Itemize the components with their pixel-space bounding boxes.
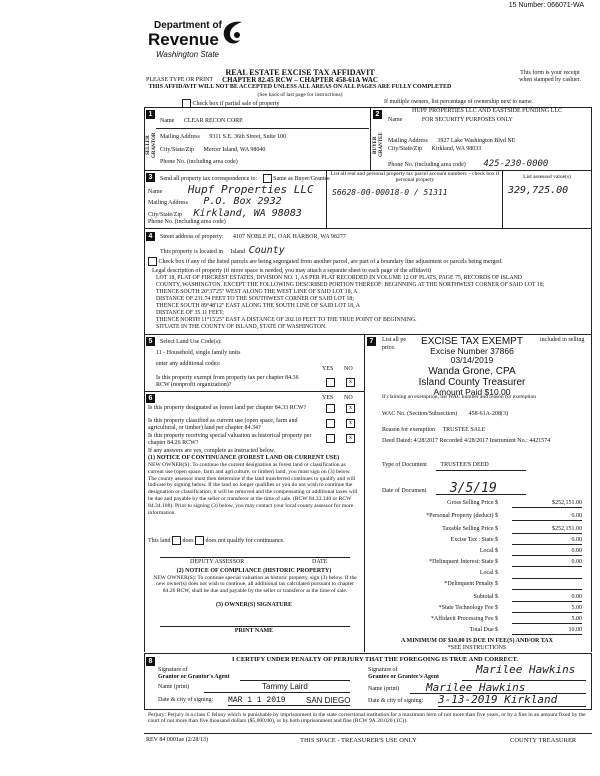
section-5-number: 5	[146, 337, 155, 346]
tax-row-value[interactable]: $252,151.00	[512, 500, 582, 508]
same-as-buyer-checkbox[interactable]	[263, 174, 272, 183]
tax-row-value[interactable]: 0.00	[512, 548, 582, 556]
agency-line3: Washington State	[156, 50, 220, 59]
stamp-line: Wanda Grone, CPA	[428, 365, 516, 377]
partial-sale-label: Check box if partial sale of property	[192, 100, 280, 107]
type-doc-label: Type of Document	[382, 462, 427, 468]
deputy-assessor-label: DEPUTY ASSESSOR	[190, 559, 245, 565]
tax-row	[366, 627, 588, 637]
type-doc-value[interactable]: TRUSTEE'S DEED	[440, 462, 489, 468]
not-accepted-notice: THIS AFFIDAVIT WILL NOT BE ACCEPTED UNLESS ALL AREAS ON ALL PAGES ARE FULLY COMPLETED	[148, 84, 452, 90]
tax-row	[366, 616, 588, 626]
grantor-sig-label: Signature of	[158, 667, 188, 673]
tax-row	[366, 500, 588, 510]
tax-row-value[interactable]: 0.00	[512, 537, 582, 545]
grantee-signature-block	[368, 667, 468, 681]
stamp-line: EXCISE TAX EXEMPT	[421, 336, 523, 347]
deed-line: Deed Dated: 4/28/2017 Recorded 4/28/2017 Instrument No.: 4421574	[382, 438, 551, 444]
no-header-5: NO	[344, 366, 353, 372]
segregated-label: Check box if any of the listed parcels are being segregated from another parcel, are part of a boundary line adjustment or parcels being merged.	[158, 258, 503, 265]
wac-number[interactable]: 458-61A-208(3)	[468, 411, 508, 417]
buyer-phone-row	[388, 159, 548, 169]
buyer-phone[interactable]: 425-230-0000	[483, 159, 549, 169]
notice2-text: NEW OWNER(S): To continue special valuation as historic property, sign (3) below. If the new owner(s) does not wish to continue, all additional tax calculated pursuant to chapter 84.26 RCW, shall be due and payable by the seller or transferor at the time of sale.	[153, 575, 357, 594]
tax-name[interactable]: Hupf Properties LLC	[187, 183, 314, 196]
price-label: price.	[382, 345, 396, 351]
form-chapter: CHAPTER 82.45 RCW – CHAPTER 458-61A WAC	[222, 76, 378, 84]
tax-row-value[interactable]: 0.00	[512, 559, 582, 567]
notice1-text: NEW OWNER(S): To continue the current designation as forest land or classification as current use (open space, farm and agriculture, or timber) land, you must sign on (3) below. The county assessor must then determine if the land transferred continues to qualify and will indicate by signing below. If the land no longer qualifies or you do not wish to continue the designation or classification, it will be removed and the compensating or additional taxes will be due and payable by the seller or transferor at the time of sale. (RCW 84.33.140 or RCW 84.34.108). Prior to signing (3) below, you may contact your local county assessor for more information.	[148, 462, 358, 516]
buyer-name-label: Name	[388, 116, 403, 123]
agency-line2: Revenue	[148, 30, 219, 49]
certify-statement: I CERTIFY UNDER PENALTY OF PERJURY THAT THE FOREGOING IS TRUE AND CORRECT.	[231, 656, 518, 663]
tax-row-label: *Delinquent Interest: State $	[429, 559, 498, 565]
exempt-stamp	[398, 336, 546, 397]
seller-name[interactable]: CLEAR RECON CORP.	[183, 118, 244, 124]
yes-header-5: YES	[322, 366, 334, 372]
grantee-name-row	[368, 686, 399, 693]
located-row	[160, 245, 285, 257]
see-back: (See back of last page for instructions)	[257, 92, 343, 98]
legal-line: DISTANCE OF 231.74 FEET TO THE SOUTHWEST CORNER OF SAID LOT 18;	[156, 295, 354, 302]
legal-line: DISTANCE OF 35.11 FEET;	[156, 309, 224, 316]
tax-row-label: Local $	[479, 570, 498, 576]
tax-row-label: Gross Selling Price $	[447, 500, 498, 506]
grantor-agent-label: Grantor or Grantor's Agent	[158, 673, 230, 680]
tax-row	[366, 526, 588, 536]
located-label: This property is located in	[160, 249, 223, 255]
legal-line: THENCE SOUTH 20°37'25" WEST ALONG THE WEST LINE OF SAID LOT 18, A	[156, 288, 358, 295]
tax-row-value[interactable]: $252,151.00	[512, 526, 582, 534]
this-land-label: This land	[148, 537, 171, 544]
section-1-number: 1	[146, 110, 155, 119]
tax-row-value[interactable]: 5.00	[512, 605, 582, 613]
footer-rev: REV 84 0001ae (2/28/13)	[146, 737, 209, 743]
continuance-row	[148, 536, 285, 545]
tax-row-value[interactable]: 10.00	[512, 627, 582, 635]
exempt-no-checkbox[interactable]: x	[346, 378, 355, 387]
tax-name-row	[148, 184, 314, 197]
section-7-number: 7	[367, 337, 376, 346]
minimum-due: A MINIMUM OF $10.00 IS DUE IN FEE(S) AND/OR TAX	[401, 638, 553, 644]
tax-city[interactable]: Kirkland, WA 98083	[193, 208, 302, 219]
type-doc-row	[382, 462, 489, 469]
tax-row	[366, 513, 588, 523]
historic-yes-checkbox[interactable]	[326, 434, 335, 443]
tax-city-row	[148, 208, 302, 220]
legal-line: SITUATE IN THE COUNTY OF ISLAND, STATE OF WASHINGTON.	[156, 323, 327, 330]
tax-phone-row	[148, 219, 226, 226]
legal-label: Legal description of property (if more space is needed, you may attach a separate sheet to each page of the affidavit)	[152, 268, 432, 274]
receipt-note: This form is your receipt when stamped by cashier.	[519, 70, 581, 83]
located-county-handwritten[interactable]: County	[248, 245, 285, 256]
perjury-notice: Perjury: Perjury is a class C felony which is punishable by imprisonment in the state correctional institution for a maximum term of not more than five years, or by a fine in an amount fixed by the court of not more than five thousand dollars ($5,000.00), or by both imprisonment and fine (RCW 9A.20.020 (1C)).	[148, 712, 586, 725]
tax-row-value[interactable]: 0.00	[512, 594, 582, 602]
footer-treasurer-space: THIS SPACE - TREASURER'S USE ONLY	[300, 737, 417, 744]
agency-line1: Department of	[154, 20, 222, 31]
grantor-name-label: Name (print)	[158, 684, 190, 690]
tax-row	[366, 570, 588, 580]
buyer-phone-label: Phone No. (including area code)	[388, 162, 466, 168]
land-use-code[interactable]: 11 - Household, single family units	[156, 350, 241, 356]
section-2-number: 2	[373, 110, 382, 119]
grantor-name-row	[158, 684, 189, 691]
notice2-title: (2) NOTICE OF COMPLIANCE (HISTORIC PROPERTY)	[176, 568, 332, 574]
list-all-label: List all pe	[382, 337, 406, 343]
segregated-checkbox[interactable]	[148, 257, 157, 266]
grantee-name-label: Name (print)	[368, 686, 400, 692]
exempt-question: Is this property exempt from property tax per chapter 84.36 RCW (nonprofit organization)?	[156, 375, 299, 388]
see-instructions: *SEE INSTRUCTIONS	[447, 645, 507, 651]
land-use-label: Select Land Use Code(s):	[160, 339, 222, 345]
tax-row-label: Local $	[479, 548, 498, 554]
please-type: PLEASE TYPE OR PRINT	[146, 77, 214, 83]
forest-question: Is this property designated as forest land per chapter 84.33 RCW?	[148, 405, 307, 411]
grantee-sig-label: Signature of	[368, 667, 398, 673]
tax-city-label: City/State/Zip	[148, 212, 182, 218]
parcel-number[interactable]: S6628-00-00018-0 / 51311	[332, 188, 448, 197]
same-as-buyer-label: Same as Buyer/Grantee	[273, 175, 330, 182]
multiple-owners: If multiple owners, list percentage of ownership next to name.	[384, 99, 534, 105]
tax-name-label: Name	[148, 189, 163, 195]
tax-row	[366, 548, 588, 558]
tax-row-label: *Affidavit Processing Fee $	[430, 616, 498, 622]
stamp-line: Amount Paid $10.00	[433, 386, 511, 397]
buyer-city-label: City/State/Zip	[388, 146, 422, 152]
current-use-question: Is this property classified as current use (open space, farm and agricultural, or timber) land per chapter 84.34?	[148, 418, 298, 431]
footer-county-treasurer: COUNTY TREASURER	[510, 737, 577, 744]
tax-row-label: Taxable Selling Price $	[442, 526, 498, 532]
seller-side-label: SELLER GRANTOR	[146, 132, 157, 158]
forest-yes-checkbox[interactable]	[326, 404, 335, 413]
tax-address[interactable]: P.O. Box 2932	[203, 196, 282, 207]
tax-row	[366, 537, 588, 547]
grantee-date-label: Date & city of signing:	[368, 698, 424, 704]
grantor-date-label: Date & city of signing:	[158, 697, 214, 703]
tax-row-value[interactable]	[512, 570, 582, 579]
reason-value[interactable]: TRUSTEE SALE	[442, 427, 486, 433]
parcel-header: List all real and personal property tax parcel account numbers – check box if personal property	[330, 171, 500, 184]
located-county[interactable]: Island	[230, 249, 246, 255]
assessed-header: List assessed value(s)	[523, 174, 571, 180]
seller-name-row	[160, 118, 243, 125]
exempt-yes-checkbox[interactable]	[326, 378, 335, 387]
seller-city-row	[160, 147, 265, 154]
forest-no-checkbox[interactable]: x	[346, 404, 355, 413]
tax-row-label: *Personal Property (deduct) $	[426, 513, 498, 519]
historic-question: Is this property receiving special valuation as historical property per chapter 84.26 RCW?	[148, 433, 312, 446]
street-label: Street address of property:	[160, 234, 224, 240]
tax-row	[366, 605, 588, 615]
stamp-line: 03/14/2019	[450, 355, 494, 366]
does-checkbox[interactable]	[172, 536, 181, 545]
seller-address[interactable]: 9311 S.E. 36th Street, Suite 100	[209, 134, 287, 140]
grantor-signature-block	[158, 667, 358, 681]
form-number: 15 Number: 066071-WA	[508, 2, 584, 9]
grantor-city-value[interactable]: SAN DIEGO	[306, 696, 351, 705]
buyer-address[interactable]: 3927 Lake Washington Blvd NE	[437, 138, 516, 144]
correspondence-label: Send all property tax correspondence to:	[160, 175, 258, 182]
stamp-line: Island County Treasurer	[418, 376, 526, 388]
buyer-name-line2[interactable]: FOR SECURITY PURPOSES ONLY	[421, 116, 513, 123]
print-name-label: PRINT NAME	[234, 628, 274, 634]
tax-row	[366, 581, 588, 591]
grantor-date-value[interactable]: MAR 1 1 2019	[228, 696, 286, 705]
historic-no-checkbox[interactable]: x	[346, 434, 355, 443]
tax-row-label: Total Due $	[469, 627, 498, 633]
does-not-label: does not qualify for continuance.	[205, 537, 285, 544]
legal-description	[156, 275, 588, 331]
tax-row-value[interactable]: 5.00	[512, 616, 582, 624]
wac-label: WAC No. (Section/Subsection)	[382, 411, 458, 417]
buyer-address-label: Mailing Address	[388, 138, 428, 144]
segregated-row	[148, 257, 588, 266]
section-4-number: 4	[146, 232, 155, 241]
tax-address-row	[148, 196, 282, 208]
grantor-name-value[interactable]: Tammy Laird	[262, 682, 308, 691]
tax-row-label: Subtotal $	[473, 594, 498, 600]
date-doc-label: Date of Document	[382, 488, 427, 494]
grantee-name-value[interactable]: Marilee Hawkins	[426, 681, 526, 694]
section-3-number: 3	[146, 173, 155, 182]
seller-phone-row	[160, 159, 238, 166]
form-title: REAL ESTATE EXCISE TAX AFFIDAVIT	[225, 68, 375, 77]
tax-row-value[interactable]: 0.00	[512, 513, 582, 521]
legal-line: THENCE NORTH 11°15'25" EAST A DISTANCE OF 202.18 FEET TO THE TRUE POINT OF BEGINNING.	[156, 316, 417, 323]
tax-row	[366, 594, 588, 604]
seller-address-row	[160, 134, 286, 141]
tax-row	[366, 559, 588, 569]
legal-line: COUNTY, WASHINGTON. EXCEPT THE FOLLOWING DESCRIBED PORTION THEREOF: BEGINNING AT THE NORTHWEST CORNER OF SAID LOT 18;	[156, 281, 545, 288]
tax-row-label: *State Technology Fee $	[438, 605, 498, 611]
stamp-line: Excise Number 37866	[430, 346, 514, 356]
grantee-agent-label: Grantee or Grantee's Agent	[368, 673, 440, 680]
buyer-city[interactable]: Kirkland, WA 98033	[431, 146, 482, 152]
if-any-yes: If any answers are yes, complete as instructed below.	[148, 448, 276, 454]
section-6-number: 6	[146, 394, 155, 403]
grantee-date-row	[368, 698, 423, 705]
date-doc-value[interactable]: 3/5/19	[449, 481, 497, 496]
buyer-address-row	[388, 138, 515, 145]
buyer-name-row	[388, 108, 588, 124]
does-not-checkbox[interactable]	[195, 536, 204, 545]
additional-codes-label: enter any additional codes:	[156, 361, 221, 367]
notice1-title: (1) NOTICE OF CONTINUANCE (FOREST LAND OR CURRENT USE)	[148, 455, 340, 461]
buyer-side-label: BUYER GRANTEE	[373, 132, 384, 158]
seller-city-label: City/State/Zip	[160, 147, 194, 153]
seller-address-label: Mailing Address	[160, 134, 200, 140]
buyer-city-row	[388, 146, 481, 153]
buyer-name-line1[interactable]: HUPF PROPERTIES LLC AND EASTSIDE FUNDING LLC	[412, 108, 562, 114]
current-use-no-checkbox[interactable]: x	[346, 419, 355, 428]
included-label: included in selling	[540, 337, 585, 343]
yes-header-6: YES	[322, 395, 334, 401]
tax-row-label: *Delinquent Penalty $	[444, 581, 498, 587]
reason-label: Reason for exemption	[382, 427, 435, 433]
agency-logo	[148, 14, 248, 64]
tax-address-label: Mailing Address	[148, 200, 188, 206]
tax-phone-label: Phone No. (including area code)	[148, 219, 226, 225]
wac-row	[382, 411, 508, 418]
tax-row-label: Excise Tax : State $	[450, 537, 498, 543]
owner-signature-label: (3) OWNER(S) SIGNATURE	[216, 602, 292, 608]
legal-line: THENCE SOUTH 89°48'12" EAST ALONG THE SOUTH LINE OF SAID LOT 18, A	[156, 302, 360, 309]
claiming-label: If claiming an exemption, list WAC number and reason for exemption	[382, 394, 537, 400]
no-header-6: NO	[344, 395, 353, 401]
legal-line: LOT 18, PLAT OF FIRCREST ESTATES, DIVISION NO. 1, AS PER PLAT RECORDED IN VOLUME 12 OF PLATS, PAGE 75, RECORDS OF ISLAND	[156, 275, 522, 281]
tax-row-value[interactable]	[512, 581, 582, 590]
grantor-date-row	[158, 697, 213, 704]
assessed-value[interactable]: 329,725.00	[508, 185, 569, 196]
section-8-number: 8	[146, 657, 155, 666]
dor-swirl-icon	[220, 18, 246, 48]
correspondence-row	[160, 174, 330, 183]
seller-city[interactable]: Mercer Island, WA 98040	[203, 147, 266, 153]
seller-phone-label: Phone No. (including area code)	[160, 159, 238, 165]
grantee-date-value[interactable]: 3-13-2019 Kirkland	[438, 693, 558, 706]
does-label: does	[182, 537, 194, 544]
current-use-yes-checkbox[interactable]	[326, 419, 335, 428]
date-label-6: DATE	[312, 559, 328, 565]
street-row	[160, 234, 346, 241]
seller-name-label: Name	[160, 118, 175, 124]
reason-row	[382, 427, 485, 434]
grantee-signature[interactable]: Marilee Hawkins	[476, 663, 576, 676]
street-address[interactable]: 4107 NOBLE PL, OAK HARBOR, WA 98277	[232, 234, 346, 240]
